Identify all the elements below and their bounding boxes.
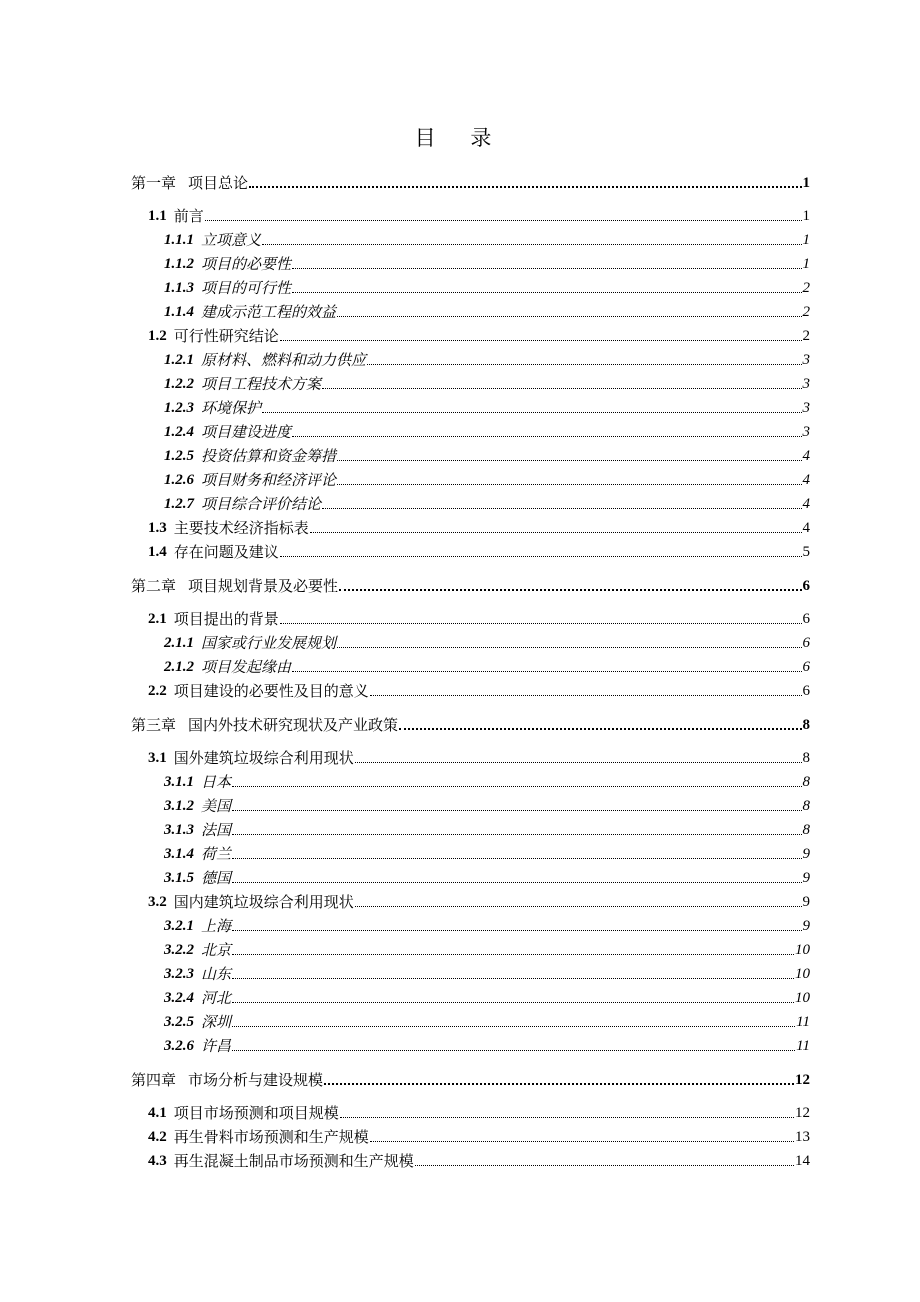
toc-entry-title: 北京 xyxy=(201,941,232,959)
toc-entry-title: 市场分析与建设规模 xyxy=(188,1071,324,1089)
toc-entry-page: 11 xyxy=(796,1038,810,1054)
toc-entry-title: 项目市场预测和项目规模 xyxy=(173,1104,339,1122)
dot-leader xyxy=(232,930,801,931)
toc-entry-title: 项目规划背景及必要性 xyxy=(188,577,339,595)
toc-entry-number: 3.1.3 xyxy=(164,822,194,838)
toc-entry-page: 9 xyxy=(802,846,810,862)
toc-entry[interactable] xyxy=(164,655,810,677)
toc-entry-page: 9 xyxy=(802,870,810,886)
toc-entry-title: 主要技术经济指标表 xyxy=(173,519,309,537)
toc-entry[interactable] xyxy=(164,818,810,840)
toc-entry-title: 河北 xyxy=(201,989,232,1007)
toc-entry-page: 8 xyxy=(802,774,810,790)
toc-entry-number: 4.1 xyxy=(148,1105,167,1121)
toc-entry-title: 国外建筑垃圾综合利用现状 xyxy=(173,749,354,767)
toc-entry[interactable] xyxy=(164,938,810,960)
toc-entry-number: 第一章 xyxy=(131,174,177,192)
toc-entry-page: 5 xyxy=(802,544,810,560)
toc-entry[interactable] xyxy=(131,171,810,193)
toc-entry-title: 原材料、燃料和动力供应 xyxy=(201,351,367,369)
toc-entry[interactable] xyxy=(164,396,810,418)
dot-leader xyxy=(337,316,801,317)
toc-entry-number: 4.2 xyxy=(148,1129,167,1145)
toc-entry-number: 第三章 xyxy=(131,716,177,734)
toc-entry[interactable] xyxy=(164,914,810,936)
dot-leader xyxy=(232,978,794,979)
toc-entry-title: 项目总论 xyxy=(188,174,249,192)
toc-entry-title: 国内建筑垃圾综合利用现状 xyxy=(173,893,354,911)
dot-leader xyxy=(322,388,801,389)
dot-leader xyxy=(249,186,801,188)
dot-leader xyxy=(232,1026,795,1027)
toc-entry-title: 前言 xyxy=(173,207,204,225)
dot-leader xyxy=(280,623,802,624)
dot-leader xyxy=(232,1050,795,1051)
toc-entry-title: 项目财务和经济评论 xyxy=(201,471,337,489)
dot-leader xyxy=(367,364,801,365)
toc-entry-page: 6 xyxy=(802,659,810,675)
toc-entry-page: 3 xyxy=(802,424,810,440)
toc-entry-number: 3.2.3 xyxy=(164,966,194,982)
toc-entry-title: 建成示范工程的效益 xyxy=(201,303,337,321)
dot-leader xyxy=(232,810,801,811)
toc-entry-title: 深圳 xyxy=(201,1013,232,1031)
toc-entry-number: 第四章 xyxy=(131,1071,177,1089)
toc-entry-title: 山东 xyxy=(201,965,232,983)
toc-entry-page: 1 xyxy=(802,232,810,248)
toc-entry-number: 1.2.6 xyxy=(164,472,194,488)
toc-entry-number: 1.1.2 xyxy=(164,256,194,272)
toc-entry-title: 项目提出的背景 xyxy=(173,610,279,628)
toc-entry-title: 可行性研究结论 xyxy=(173,327,279,345)
dot-leader xyxy=(310,532,802,533)
toc-entry-number: 1.4 xyxy=(148,544,167,560)
toc-entry-page: 6 xyxy=(802,635,810,651)
toc-entry-page: 3 xyxy=(802,400,810,416)
toc-entry[interactable] xyxy=(148,1101,810,1123)
toc-entry-page: 3 xyxy=(802,376,810,392)
toc-entry-title: 法国 xyxy=(201,821,232,839)
toc-entry[interactable] xyxy=(148,204,810,226)
toc-entry-title: 再生混凝土制品市场预测和生产规模 xyxy=(173,1152,414,1170)
toc-entry-number: 第二章 xyxy=(131,577,177,595)
toc-entry-number: 2.2 xyxy=(148,683,167,699)
dot-leader xyxy=(262,244,801,245)
toc-entry-number: 3.2 xyxy=(148,894,167,910)
toc-entry-number: 3.1.2 xyxy=(164,798,194,814)
dot-leader xyxy=(280,556,802,557)
toc-entry-page: 1 xyxy=(802,256,810,272)
toc-entry[interactable] xyxy=(148,746,810,768)
toc-entry[interactable] xyxy=(148,679,810,701)
dot-leader xyxy=(292,268,801,269)
toc-entry-page: 4 xyxy=(802,496,810,512)
toc-entry-page: 9 xyxy=(802,894,810,910)
toc-entry-title: 项目的必要性 xyxy=(201,255,292,273)
toc-entry-title: 项目发起缘由 xyxy=(201,658,292,676)
toc-entry-number: 2.1.1 xyxy=(164,635,194,651)
dot-leader xyxy=(232,882,801,883)
dot-leader xyxy=(280,340,802,341)
toc-entry-number: 1.3 xyxy=(148,520,167,536)
toc-entry-title: 许昌 xyxy=(201,1037,232,1055)
toc-entry-page: 1 xyxy=(802,208,810,224)
toc-entry[interactable] xyxy=(148,890,810,912)
toc-entry-number: 3.2.4 xyxy=(164,990,194,1006)
toc-entry[interactable] xyxy=(148,607,810,629)
dot-leader xyxy=(232,1002,794,1003)
dot-leader xyxy=(324,1083,794,1085)
toc-entry-title: 再生骨料市场预测和生产规模 xyxy=(173,1128,369,1146)
toc-entry-number: 4.3 xyxy=(148,1153,167,1169)
toc-entry-number: 1.2.1 xyxy=(164,352,194,368)
toc-entry-page: 8 xyxy=(802,822,810,838)
toc-entry-page: 4 xyxy=(802,472,810,488)
toc-entry[interactable] xyxy=(148,1125,810,1147)
toc-entry[interactable] xyxy=(164,444,810,466)
toc-entry-number: 2.1.2 xyxy=(164,659,194,675)
toc-entry[interactable] xyxy=(164,468,810,490)
toc-entry-number: 3.2.6 xyxy=(164,1038,194,1054)
toc-entry-title: 荷兰 xyxy=(201,845,232,863)
toc-entry-page: 11 xyxy=(796,1014,810,1030)
toc-entry-page: 6 xyxy=(802,683,810,699)
toc-entry-number: 3.1 xyxy=(148,750,167,766)
toc-entry-page: 10 xyxy=(795,990,810,1006)
toc-entry-number: 2.1 xyxy=(148,611,167,627)
toc-entry[interactable] xyxy=(164,492,810,514)
toc-entry-number: 1.1.3 xyxy=(164,280,194,296)
dot-leader xyxy=(415,1165,794,1166)
toc-entry[interactable] xyxy=(164,962,810,984)
dot-leader xyxy=(292,671,801,672)
dot-leader xyxy=(337,647,801,648)
dot-leader xyxy=(232,786,801,787)
toc-entry[interactable] xyxy=(164,372,810,394)
toc-entry-page: 8 xyxy=(802,750,810,766)
toc-entry-number: 3.2.2 xyxy=(164,942,194,958)
toc-entry-title: 德国 xyxy=(201,869,232,887)
toc-entry[interactable] xyxy=(164,631,810,653)
dot-leader xyxy=(370,1141,794,1142)
toc-entry-page: 2 xyxy=(802,280,810,296)
dot-leader xyxy=(232,858,801,859)
toc-entry[interactable] xyxy=(148,516,810,538)
toc-entry-page: 3 xyxy=(802,352,810,368)
toc-entry-title: 国内外技术研究现状及产业政策 xyxy=(188,716,399,734)
toc-entry-number: 1.2.5 xyxy=(164,448,194,464)
toc-entry[interactable] xyxy=(164,1034,810,1056)
toc-entry-number: 1.2.3 xyxy=(164,400,194,416)
toc-entry-page: 12 xyxy=(795,1105,810,1121)
dot-leader xyxy=(355,906,802,907)
toc-entry[interactable] xyxy=(164,986,810,1008)
toc-entry[interactable] xyxy=(131,1068,810,1090)
toc-entry-page: 2 xyxy=(802,328,810,344)
toc-entry-page: 8 xyxy=(802,798,810,814)
toc-entry-page: 6 xyxy=(802,611,810,627)
toc-entry[interactable] xyxy=(164,228,810,250)
toc-entry-page: 9 xyxy=(802,918,810,934)
toc-entry-number: 1.2.4 xyxy=(164,424,194,440)
toc-entry[interactable] xyxy=(164,348,810,370)
toc-entry-page: 6 xyxy=(802,578,810,594)
toc-entry-page: 14 xyxy=(795,1153,810,1169)
toc-entry[interactable] xyxy=(148,324,810,346)
dot-leader xyxy=(322,508,801,509)
toc-entry-number: 1.1 xyxy=(148,208,167,224)
toc-entry-number: 3.1.5 xyxy=(164,870,194,886)
toc-entry[interactable] xyxy=(164,420,810,442)
toc-entry-page: 4 xyxy=(802,520,810,536)
toc-entry[interactable] xyxy=(164,252,810,274)
toc-entry-page: 4 xyxy=(802,448,810,464)
dot-leader xyxy=(262,412,801,413)
toc-entry-number: 3.1.4 xyxy=(164,846,194,862)
toc-entry-number: 1.2.7 xyxy=(164,496,194,512)
toc-entry-number: 1.2 xyxy=(148,328,167,344)
toc-entry-page: 8 xyxy=(802,717,810,733)
toc-entry-title: 立项意义 xyxy=(201,231,262,249)
dot-leader xyxy=(337,484,801,485)
toc-entry-title: 项目的可行性 xyxy=(201,279,292,297)
dot-leader xyxy=(292,292,801,293)
toc-entry[interactable] xyxy=(164,842,810,864)
toc-entry-title: 投资估算和资金筹措 xyxy=(201,447,337,465)
toc-entry-title: 国家或行业发展规划 xyxy=(201,634,337,652)
dot-leader xyxy=(370,695,802,696)
toc-entry-title: 环境保护 xyxy=(201,399,262,417)
toc-entry-title: 日本 xyxy=(201,773,232,791)
toc-entry[interactable] xyxy=(164,794,810,816)
toc-entry-number: 1.2.2 xyxy=(164,376,194,392)
toc-entry[interactable] xyxy=(164,276,810,298)
toc-entry-number: 3.2.1 xyxy=(164,918,194,934)
toc-entry[interactable] xyxy=(164,770,810,792)
toc-entry[interactable] xyxy=(164,1010,810,1032)
toc-entry-title: 上海 xyxy=(201,917,232,935)
toc-entry[interactable] xyxy=(131,574,810,596)
dot-leader xyxy=(340,1117,794,1118)
toc-entry[interactable] xyxy=(148,1149,810,1171)
dot-leader xyxy=(337,460,801,461)
toc-entry-title: 项目工程技术方案 xyxy=(201,375,322,393)
toc-entry-page: 10 xyxy=(795,942,810,958)
toc-entry-page: 1 xyxy=(802,175,810,191)
toc-entry[interactable] xyxy=(148,540,810,562)
toc-entry-page: 2 xyxy=(802,304,810,320)
toc-entry-page: 12 xyxy=(795,1072,810,1088)
toc-entry-number: 3.1.1 xyxy=(164,774,194,790)
toc-entry-page: 13 xyxy=(795,1129,810,1145)
dot-leader xyxy=(232,834,801,835)
toc-entry[interactable] xyxy=(164,866,810,888)
dot-leader xyxy=(399,728,801,730)
dot-leader xyxy=(205,220,802,221)
toc-entry-title: 项目综合评价结论 xyxy=(201,495,322,513)
dot-leader xyxy=(339,589,801,591)
page-title: 目 录 xyxy=(414,126,506,150)
toc-entry-page: 10 xyxy=(795,966,810,982)
dot-leader xyxy=(355,762,802,763)
dot-leader xyxy=(232,954,794,955)
toc-entry-title: 项目建设的必要性及目的意义 xyxy=(173,682,369,700)
toc-entry-number: 1.1.4 xyxy=(164,304,194,320)
dot-leader xyxy=(292,436,801,437)
toc-entry-number: 3.2.5 xyxy=(164,1014,194,1030)
toc-entry-title: 美国 xyxy=(201,797,232,815)
toc-entry[interactable] xyxy=(164,300,810,322)
toc-entry-title: 项目建设进度 xyxy=(201,423,292,441)
toc-entry-number: 1.1.1 xyxy=(164,232,194,248)
toc-entry-title: 存在问题及建议 xyxy=(173,543,279,561)
toc-entry[interactable] xyxy=(131,713,810,735)
